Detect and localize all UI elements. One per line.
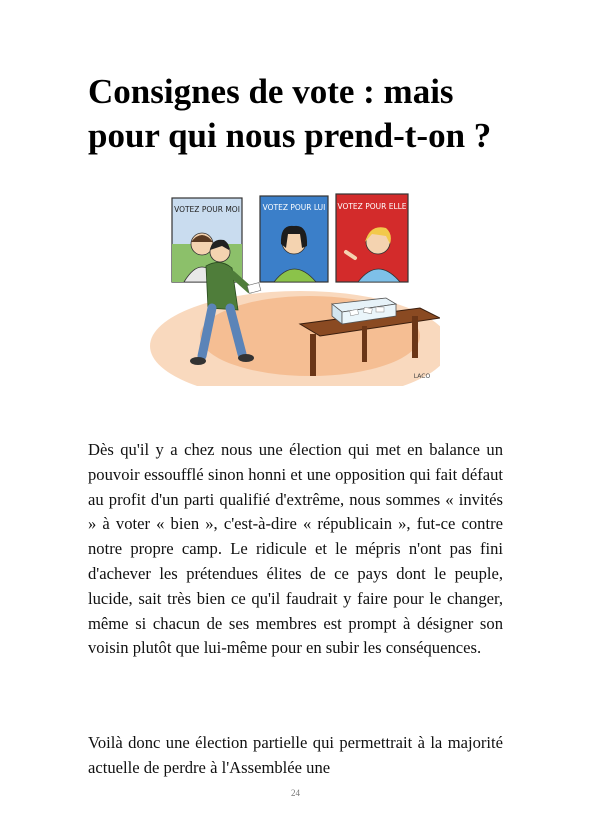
voting-illustration [150,186,440,386]
svg-text:VOTEZ POUR ELLE: VOTEZ POUR ELLE [337,202,407,211]
body-paragraph-1: Dès qu'il y a chez nous une élection qui met en balance un pouvoir essoufflé sinon honni et une opposition qui fait défaut au profit d'un parti qualifié d'extrême, nous sommes « invités » à voter « bien », c'est-à-dire « républicain », fut-ce contre notre propre camp. Le ridicule et le mépris n'ont pas fini d'achever les prétendues élites de ce pays dont le peuple, lucide, sait très bien ce qu'il faudrait y faire pour le changer, même si chacun de ses membres est prompt à désigner son voisin plutôt que lui-même pour en subir les conséquences. [88,440,503,658]
illustrator-signature: LACO [413,373,431,380]
svg-text:VOTEZ POUR LUI: VOTEZ POUR LUI [262,203,326,212]
poster-vote-for-her [336,194,408,282]
svg-text:VOTEZ POUR MOI: VOTEZ POUR MOI [174,205,240,214]
body-paragraph-2: Voilà donc une élection partielle qui permettrait à la majorité actuelle de perdre à l'Assemblée une [88,733,503,777]
poster-vote-for-him [260,196,328,282]
page-number: 24 [291,788,300,798]
page-title: Consignes de vote : mais pour qui nous prend-t-on ? [88,72,492,155]
